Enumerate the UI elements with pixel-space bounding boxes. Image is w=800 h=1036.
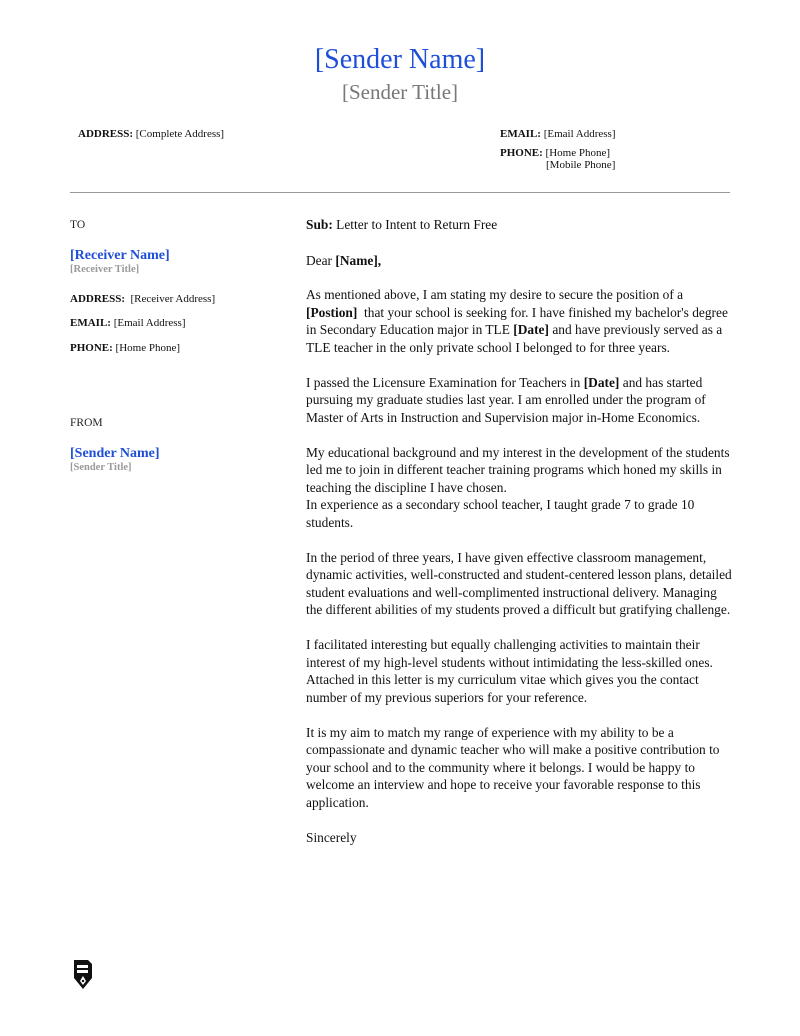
header-email-value: [Email Address] — [543, 128, 616, 140]
p1-date-placeholder: [Date] — [513, 322, 549, 337]
p1-text-a: As mentioned above, I am stating my desire to secure the position of a — [306, 287, 684, 302]
letter-paragraph-4: In the period of three years, I have given effective classroom management, dynamic activities, well-constructed and student-centered lesson plans, detailed student evaluations and well-complimented instructional delivery. Managing the different abilities of my students proved a difficult but gratifying challenge. — [306, 549, 732, 617]
receiver-name: [Receiver Name] — [70, 248, 170, 263]
greeting-name: [Name], — [335, 253, 382, 268]
receiver-address-label: ADDRESS: — [70, 293, 126, 305]
to-label: TO — [70, 219, 86, 231]
receiver-email — [70, 317, 186, 329]
receiver-phone-label: PHONE: — [70, 342, 113, 354]
from-sender-name: [Sender Name] — [70, 446, 160, 461]
p1-text-c: that your school is seeking for. I have finished my bachelor's degree in Secondary Education major in TLE — [306, 304, 728, 337]
receiver-email-label: EMAIL: — [70, 317, 111, 329]
letter-closing: Sincerely — [306, 829, 357, 845]
letter-subject — [306, 216, 736, 234]
p2-text-a: I passed the Licensure Examination for Teachers in — [306, 374, 581, 390]
receiver-address — [70, 293, 215, 305]
p1-position-placeholder: [Postion] — [306, 304, 358, 320]
subject-text: Letter to Intent to Return Free — [336, 217, 498, 232]
header-phone-label: PHONE: — [500, 147, 543, 159]
header-email — [500, 128, 616, 140]
sender-name: [Sender Name] — [314, 44, 486, 75]
receiver-email-value: [Email Address] — [113, 317, 186, 329]
receiver-address-value: [Receiver Address] — [130, 293, 216, 305]
receiver-title: [Receiver Title] — [70, 264, 140, 275]
letter-paragraph-5: I facilitated interesting but equally challenging activities to maintain their interest of my high-level students without intimidating the less-skilled ones. Attached in this letter is my curriculum vitae which gives you the contact number of my previous superiors for your reference. — [306, 637, 713, 705]
p3-text-b: In experience as a secondary school teacher, I taught grade 7 to grade 10 students. — [306, 497, 695, 530]
from-sender-title: [Sender Title] — [70, 462, 132, 473]
p2-date-placeholder: [Date] — [583, 374, 620, 390]
p3-text-a: My educational background and my interest in the development of the students led me to join in different teacher training programs which honed my skills in teaching the discipline I have chosen. — [306, 444, 730, 495]
header-email-label: EMAIL: — [500, 128, 541, 140]
sender-title: [Sender Title] — [341, 80, 459, 104]
header-mobile-phone: [Mobile Phone] — [546, 159, 616, 171]
receiver-phone-value: [Home Phone] — [115, 342, 180, 354]
letter-greeting — [306, 252, 736, 270]
header-divider — [70, 192, 730, 193]
from-label: FROM — [70, 417, 103, 429]
pen-nib-logo-icon — [72, 958, 94, 992]
letter-paragraph-1 — [306, 286, 736, 356]
header-address — [78, 128, 224, 140]
header-home-phone: [Home Phone] — [545, 147, 610, 159]
p2-text-c: and has started pursuing my graduate studies last year. I am enrolled under the program of Master of Arts in Instruction and Supervision major in-Home Economics. — [306, 374, 706, 425]
header-phone — [500, 147, 610, 159]
receiver-phone — [70, 342, 180, 354]
letter-body — [306, 286, 736, 864]
subject-label: Sub: — [306, 217, 333, 232]
header-address-value: [Complete Address] — [135, 128, 225, 140]
letter-paragraph-6: It is my aim to match my range of experience with my ability to be a compassionate and dynamic teacher who will make a positive contribution to your school and to the community where it belongs. I would be happy to welcome an interview and hope to receive your favorable response to this application. — [306, 724, 720, 810]
letter-paragraph-2 — [306, 374, 736, 427]
p1-text-e: and have previously served as a TLE teacher in the only private school I belonged to for three years. — [306, 322, 723, 355]
header-address-label: ADDRESS: — [78, 128, 134, 140]
greeting-text: Dear — [306, 253, 333, 268]
letter-paragraph-3 — [306, 444, 736, 532]
